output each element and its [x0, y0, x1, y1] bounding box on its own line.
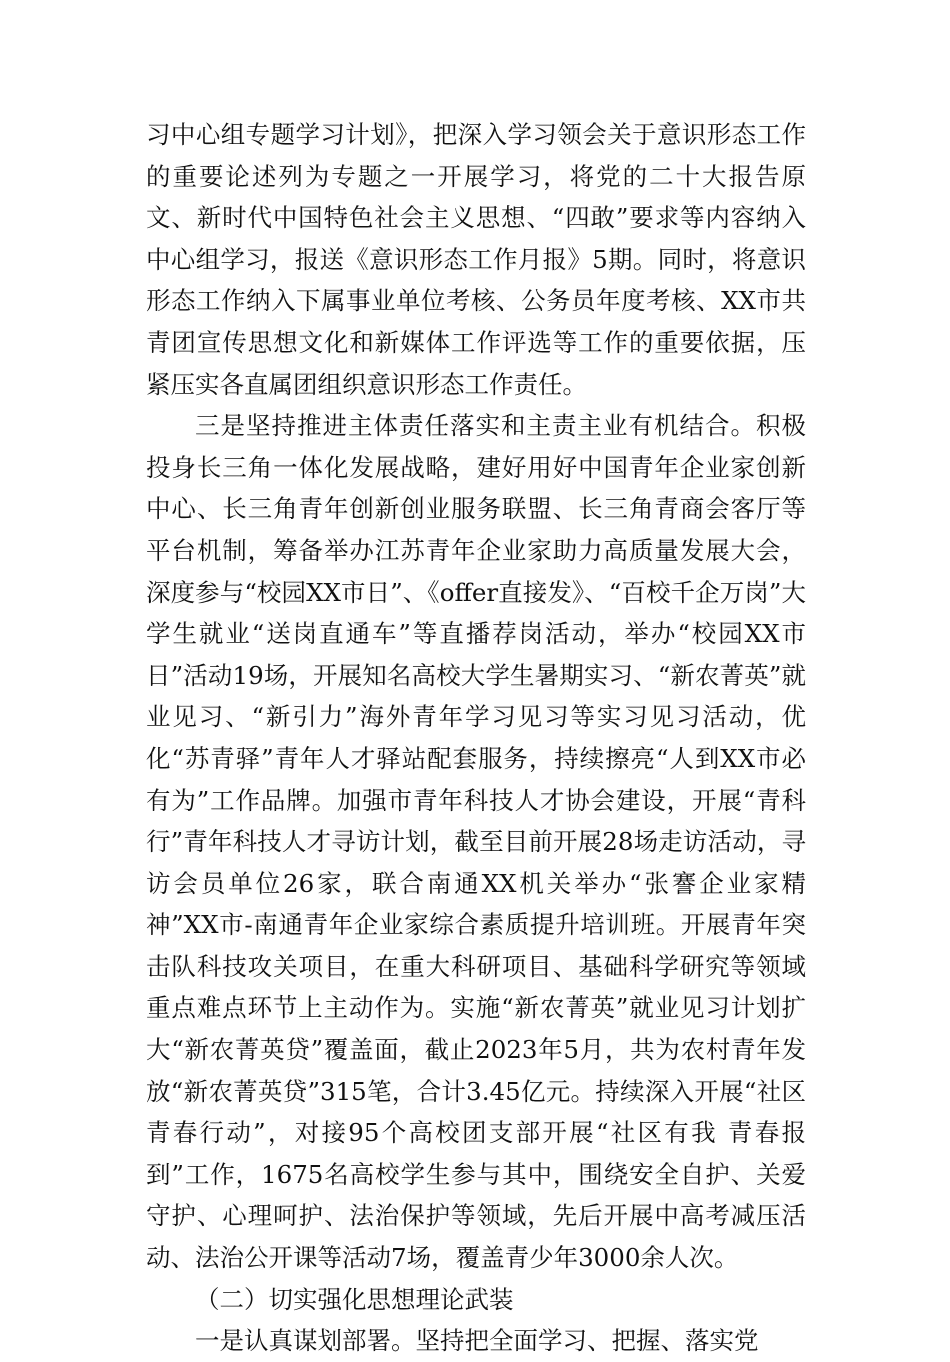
paragraph-point-one: 一是认真谋划部署。坚持把全面学习、把握、落实党: [195, 1326, 759, 1356]
document-body: [146, 114, 806, 1362]
paragraph-continuation: 习中心组专题学习计划》，把深入学习领会关于意识形态工作的重要论述列为专题之一开展学习，将党的二十大报告原文、新时代中国特色社会主义思想、“四敢”要求等内容纳入中心组学习，报送《意识形态工作月报》5期。同时，将意识形态工作纳入下属事业单位考核、公务员年度考核、XX市共青团宣传思想文化和新媒体工作评选等工作的重要依据，压紧压实各直属团组织意识形态工作责任。: [146, 120, 806, 399]
paragraph-point-three: 三是坚持推进主体责任落实和主责主业有机结合。积极投身长三角一体化发展战略，建好用好中国青年企业家创新中心、长三角青年创新创业服务联盟、长三角青商会客厅等平台机制，筹备举办江苏青年企业家助力高质量发展大会，深度参与“校园XX市日”、《offer直接发》、“百校千企万岗”大学生就业“送岗直通车”等直播荐岗活动，举办“校园XX市日”活动19场，开展知名高校大学生暑期实习、“新农菁英”就业见习、“新引力”海外青年学习见习等实习见习活动，优化“苏青驿”青年人才驿站配套服务，持续擦亮“人到XX市必有为”工作品牌。加强市青年科技人才协会建设，开展“青科行”青年科技人才寻访计划，截至目前开展28场走访活动，寻访会员单位26家，联合南通XX机关举办“张謇企业家精神”XX市-南通青年企业家综合素质提升培训班。开展青年突击队科技攻关项目，在重大科研项目、基础科学研究等领域重点难点环节上主动作为。实施“新农菁英”就业见习计划扩大“新农菁英贷”覆盖面，截止2023年5月，共为农村青年发放“新农菁英贷”315笔，合计3.45亿元。持续深入开展“社区青春行动”，对接95个高校团支部开展“社区有我 青春报到”工作，1675名高校学生参与其中，围绕安全自护、关爱守护、心理呵护、法治保护等领域，先后开展中高考减压活动、法治公开课等活动7场，覆盖青少年3000余人次。: [146, 411, 806, 1273]
section-heading-2: （二）切实强化思想理论武装: [195, 1284, 514, 1314]
